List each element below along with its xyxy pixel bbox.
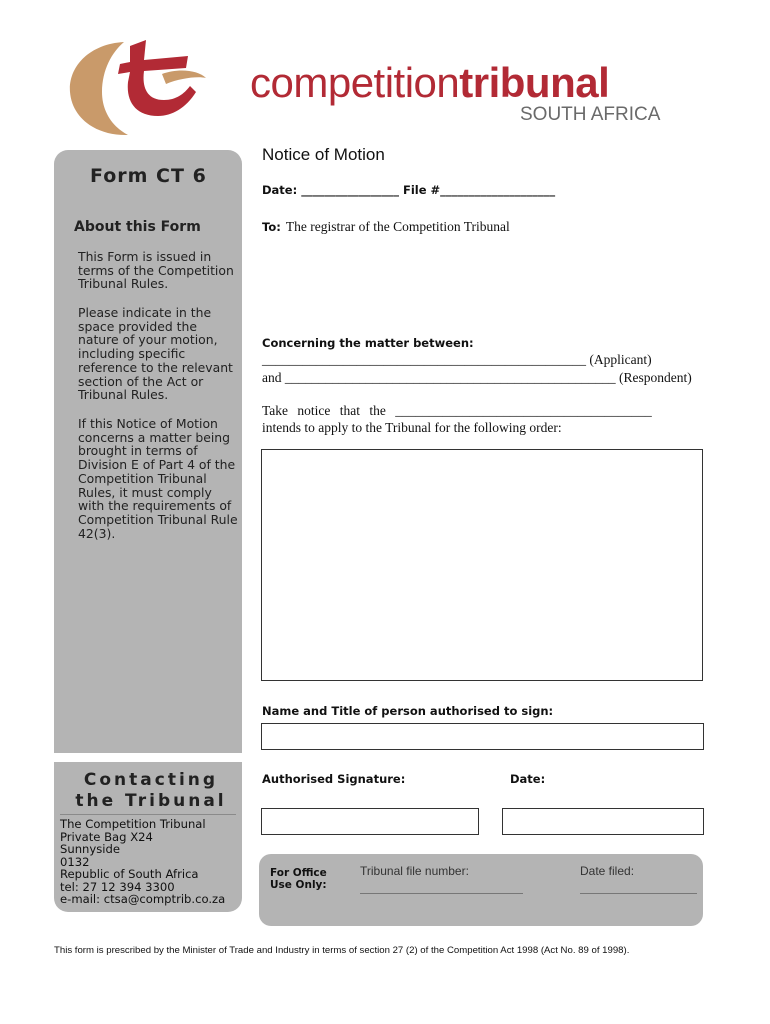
signature-date-label: Date: [510,772,546,786]
date-field[interactable]: _________________ [301,183,399,197]
respondent-row [262,370,692,386]
tribunal-logo-icon [66,23,216,138]
file-number-field[interactable]: ____________________ [440,183,556,197]
office-use-line: For Office [270,867,327,879]
contact-email[interactable]: e-mail: ctsa@comptrib.co.za [60,892,226,906]
matter-heading: Concerning the matter between: [262,336,474,350]
contact-line: Private Bag X24 [60,829,153,844]
office-use-line: Use Only: [270,879,327,891]
about-paragraph: Please indicate in the space provided the nature of your motion, including specific reference to the relevant section of the Act or Tribunal Rules. [78,305,233,403]
contact-details [60,818,225,906]
applicant-row [262,352,652,368]
divider [60,814,236,815]
brand-name-light: competition [250,59,460,106]
order-textarea[interactable] [261,449,703,681]
file-number-label: File # [402,183,441,197]
to-label: To: [262,220,281,234]
name-title-field[interactable] [261,723,704,750]
tribunal-file-number-label: Tribunal file number: [360,864,469,878]
take-notice-text: Take notice that the [262,403,386,418]
tribunal-file-number-field[interactable] [360,893,523,894]
applicant-label: (Applicant) [589,352,652,367]
to-text: The registrar of the Competition Tribunal [285,219,510,234]
contact-heading-line: the Tribunal [75,791,227,811]
footer-note: This form is prescribed by the Minister of Trade and Industry in terms of section 27 (2) of the Competition Act 1998 (Act No. 89 of 1998). [54,945,630,956]
contact-heading [66,770,236,812]
date-filed-label: Date filed: [580,864,635,878]
name-title-label: Name and Title of person authorised to sign: [262,704,554,718]
respondent-label: (Respondent) [619,370,692,385]
date-label: Date: [262,183,298,197]
contact-line: Republic of South Africa [60,867,199,881]
applicant-field[interactable]: ________________________________________________ [262,352,586,367]
signature-label: Authorised Signature: [262,772,406,786]
party-name-field[interactable]: ______________________________________ [395,403,652,418]
intends-text: intends to apply to the Tribunal for the following order: [262,420,562,435]
contact-heading-line: Contacting [83,770,219,790]
signature-field[interactable] [261,808,479,835]
page-title: Notice of Motion [262,145,385,164]
contact-line: The Competition Tribunal [60,817,206,831]
date-file-row [262,183,555,197]
form-id: Form CT 6 [90,165,207,187]
about-heading: About this Form [74,219,201,235]
contact-line: 0132 [60,854,90,869]
respondent-field[interactable]: _________________________________________________ [284,370,616,385]
contact-line: tel: 27 12 394 3300 [60,879,175,894]
brand-name [250,59,610,106]
signature-date-field[interactable] [502,808,704,835]
brand-name-bold: tribunal [459,59,610,106]
contact-line: Sunnyside [60,842,121,856]
office-use-label [270,867,327,891]
svg-text:ct: ct [66,23,82,42]
addressee-row [262,216,510,235]
about-paragraph: This Form is issued in terms of the Competition Tribunal Rules. [78,249,234,292]
take-notice-row [262,403,652,419]
brand-subtitle: SOUTH AFRICA [520,104,661,125]
about-paragraph: If this Notice of Motion concerns a matter being brought in terms of Division E of Part 4 of the Competition Tribunal Rules, it must comply with the requirements of Competition Tribunal Rule 42(3). [78,416,238,541]
date-filed-field[interactable] [580,893,697,894]
and-label: and [262,370,282,385]
